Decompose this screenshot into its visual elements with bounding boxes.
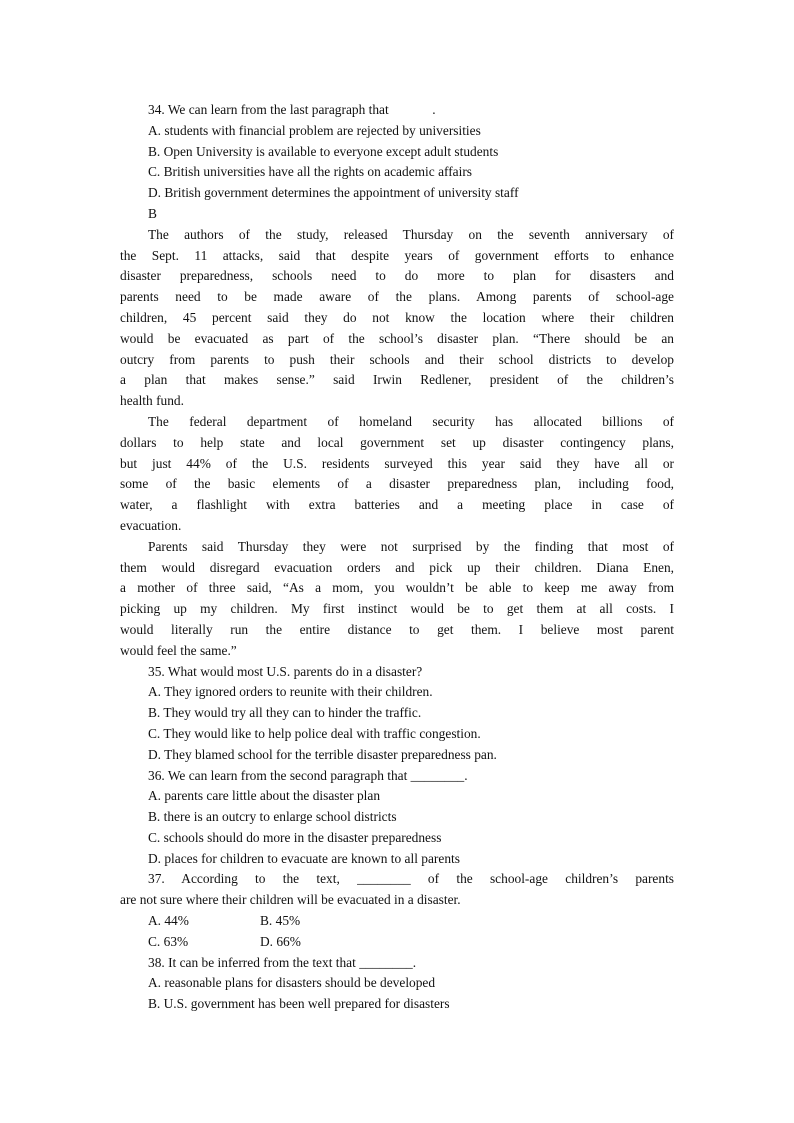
q35-option-d: D. They blamed school for the terrible disaster preparedness pan. (148, 746, 497, 762)
document-content (120, 100, 674, 1015)
passage-p3-line: picking up my children. My first instinct would be to get them at all costs. I (120, 601, 674, 617)
q36-option-a: A. parents care little about the disaster plan (148, 788, 381, 804)
q38-option-a: A. reasonable plans for disasters should be developed (148, 975, 436, 991)
q37-options-row-2 (120, 932, 674, 953)
passage-p2-line: but just 44% of the U.S. residents surveyed this year said they have all or (120, 455, 674, 471)
q37-stem-line2: are not sure where their children will be evacuated in a disaster. (120, 892, 461, 908)
q34-option-c: C. British universities have all the rights on academic affairs (148, 164, 473, 180)
passage-p1-line: parents need to be made aware of the plans. Among parents of school-age (120, 289, 674, 305)
q34-option-d: D. British government determines the appointment of university staff (148, 185, 519, 201)
q37-option-a: A. 44% (148, 913, 189, 929)
q37-option-d: D. 66% (260, 933, 301, 949)
q35-option-a: A. They ignored orders to reunite with their children. (148, 684, 433, 700)
q34-option-b: B. Open University is available to everyone except adult students (148, 143, 499, 159)
passage-p1-line: health fund. (120, 393, 184, 409)
q36-option-c: C. schools should do more in the disaster preparedness (148, 829, 442, 845)
q35-option-c: C. They would like to help police deal with traffic congestion. (148, 725, 481, 741)
q38-option-b: B. U.S. government has been well prepared for disasters (148, 996, 450, 1012)
passage-p1-line: disaster preparedness, schools need to do more to plan for disasters and (120, 268, 674, 284)
passage-p1-line: The authors of the study, released Thursday on the seventh anniversary of (148, 226, 674, 242)
passage-p3-line: would feel the same.” (120, 642, 237, 658)
passage-p2-line: some of the basic elements of a disaster preparedness plan, including food, (120, 476, 674, 492)
q38-stem: 38. It can be inferred from the text that ________. (148, 954, 417, 970)
q35-option-b: B. They would try all they can to hinder the traffic. (148, 705, 422, 721)
q37-option-c: C. 63% (148, 933, 189, 949)
q36-option-d: D. places for children to evacuate are known to all parents (148, 850, 460, 866)
passage-p1-line: the Sept. 11 attacks, said that despite years of government efforts to enhance (120, 247, 674, 263)
q36-stem: 36. We can learn from the second paragraph that ________. (148, 767, 468, 783)
passage-p2-line: evacuation. (120, 517, 182, 533)
q36-option-b: B. there is an outcry to enlarge school districts (148, 809, 397, 825)
passage-p1-line: would be evacuated as part of the school’s disaster plan. “There should be an (120, 330, 674, 346)
passage-p1-line: children, 45 percent said they do not know the location where their children (120, 309, 674, 325)
q37-option-b: B. 45% (260, 913, 301, 929)
passage-p2-line: water, a flashlight with extra batteries and a meeting place in case of (120, 497, 674, 513)
passage-p2-line: dollars to help state and local government set up disaster contingency plans, (120, 434, 674, 450)
q35-stem: 35. What would most U.S. parents do in a disaster? (148, 663, 423, 679)
q37-stem-line1: 37. According to the text, ________ of the school-age children’s parents (148, 871, 674, 887)
passage-p3-line: a mother of three said, “As a mom, you wouldn’t be able to keep me away from (120, 580, 674, 596)
passage-p2-line: The federal department of homeland security has allocated billions of (148, 413, 674, 429)
passage-p3-line: would literally run the entire distance to get them. I believe most parent (120, 621, 674, 637)
passage-p1-line: outcry from parents to push their schools and their school districts to develop (120, 351, 674, 367)
q34-stem: 34. We can learn from the last paragraph that . (148, 102, 436, 117)
section-label: B (148, 205, 157, 221)
passage-p1-line: a plan that makes sense.” said Irwin Redlener, president of the children’s (120, 372, 674, 388)
passage-p3-line: Parents said Thursday they were not surprised by the finding that most of (148, 538, 674, 554)
passage-p3-line: them would disregard evacuation orders and pick up their children. Diana Enen, (120, 559, 674, 575)
q34-option-a: A. students with financial problem are rejected by universities (148, 122, 481, 138)
q37-options-row-1 (120, 911, 674, 932)
